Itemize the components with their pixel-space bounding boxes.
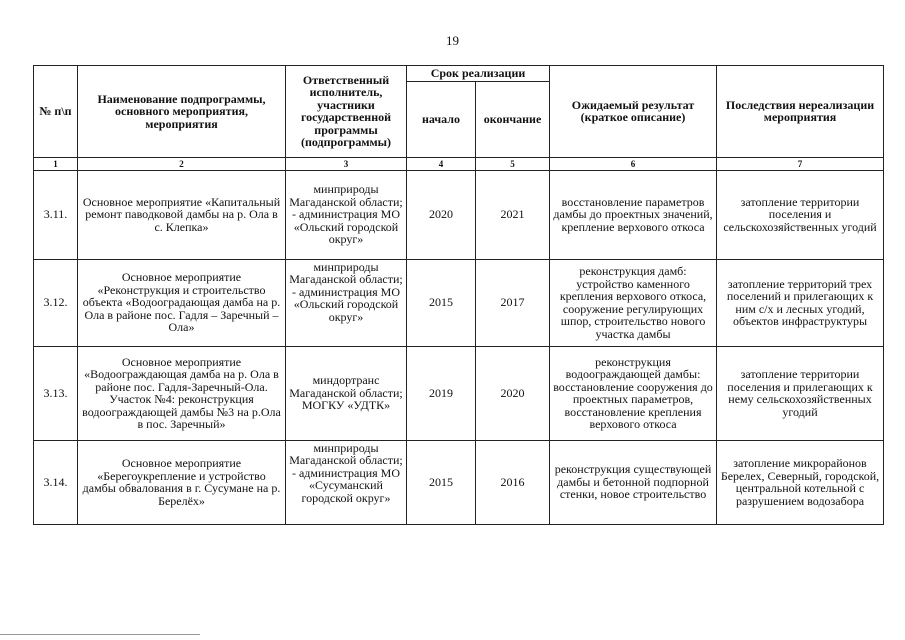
column-number: 3: [286, 157, 407, 170]
cell-result: реконструкция дамб: устройство каменного крепления верхового откоса, сооружение регулирующих шпор, строительство нового участка дамбы: [550, 259, 717, 346]
cell-name: Основное мероприятие «Капитальный ремонт паводковой дамбы на р. Ола в с. Клепка»: [78, 170, 286, 259]
column-number: 7: [717, 157, 884, 170]
column-number: 6: [550, 157, 717, 170]
header-num: № п\п: [34, 66, 78, 158]
page-number: 19: [446, 33, 459, 48]
cell-result: восстановление параметров дамбы до проектных значений, крепление верхового откоса: [550, 170, 717, 259]
column-number: 5: [476, 157, 550, 170]
cell-consequences: затопление территорий трех поселений и прилегающих к ним с/х и лесных угодий, объектов инфраструктуры: [717, 259, 884, 346]
table-row: [34, 170, 884, 259]
cell-start: 2019: [407, 346, 476, 440]
cell-executor: минприроды Магаданской области; - администрация МО «Сусуманский городской округ»: [286, 440, 407, 524]
cell-result: реконструкция водоограждающей дамбы: восстановление сооружения до проектных параметров, восстановление крепления верхового откоса: [550, 346, 717, 440]
cell-name: Основное мероприятие «Водоограждающая дамба на р. Ола в районе пос. Гадля-Заречный-Ола. Участок №4: реконструкция водоограждающей дамбы №3 на р.Ола в пос. Заречный»: [78, 346, 286, 440]
header-start: начало: [407, 81, 476, 157]
cell-consequences: затопление микрорайонов Берелех, Северный, городской, центральной котельной с разрушением водозабора: [717, 440, 884, 524]
measures-table: [33, 65, 884, 525]
cell-start: 2020: [407, 170, 476, 259]
cell-result: реконструкция существующей дамбы и бетонной подпорной стенки, новое строительство: [550, 440, 717, 524]
cell-executor: минприроды Магаданской области; - администрация МО «Ольский городской округ»: [286, 259, 407, 346]
header-row: [34, 66, 884, 82]
column-number-row: [34, 157, 884, 170]
cell-end: 2020: [476, 346, 550, 440]
header-period: Срок реализации: [407, 66, 550, 82]
column-number: 4: [407, 157, 476, 170]
column-number: 2: [78, 157, 286, 170]
cell-num: 3.14.: [34, 440, 78, 524]
header-name: Наименование подпрограммы, основного мероприятия, мероприятия: [78, 66, 286, 158]
table-row: [34, 440, 884, 524]
header-executor: Ответственный исполнитель, участники государственной программы (подпрограммы): [286, 66, 407, 158]
column-number: 1: [34, 157, 78, 170]
cell-consequences: затопление территории поселения и сельскохозяйственных угодий: [717, 170, 884, 259]
header-end: окончание: [476, 81, 550, 157]
cell-end: 2017: [476, 259, 550, 346]
cell-num: 3.13.: [34, 346, 78, 440]
header-consequences: Последствия нереализации мероприятия: [717, 66, 884, 158]
table-row: [34, 346, 884, 440]
cell-end: 2016: [476, 440, 550, 524]
cell-name: Основное мероприятие «Реконструкция и строительство объекта «Водооградающая дамба на р. Ола в районе пос. Гадля – Заречный – Ола»: [78, 259, 286, 346]
scan-artifact-line: [0, 634, 200, 635]
cell-num: 3.12.: [34, 259, 78, 346]
cell-end: 2021: [476, 170, 550, 259]
cell-start: 2015: [407, 259, 476, 346]
cell-start: 2015: [407, 440, 476, 524]
table-row: [34, 259, 884, 346]
cell-executor: миндортранс Магаданской области; МОГКУ «УДТК»: [286, 346, 407, 440]
cell-name: Основное мероприятие «Берегоукрепление и устройство дамбы обвалования в г. Сусумане на р. Берелёх»: [78, 440, 286, 524]
header-result: Ожидаемый результат (краткое описание): [550, 66, 717, 158]
cell-num: 3.11.: [34, 170, 78, 259]
cell-executor: минприроды Магаданской области; - администрация МО «Ольский городской округ»: [286, 170, 407, 259]
cell-consequences: затопление территории поселения и прилегающих к нему сельскохозяйственных угодий: [717, 346, 884, 440]
